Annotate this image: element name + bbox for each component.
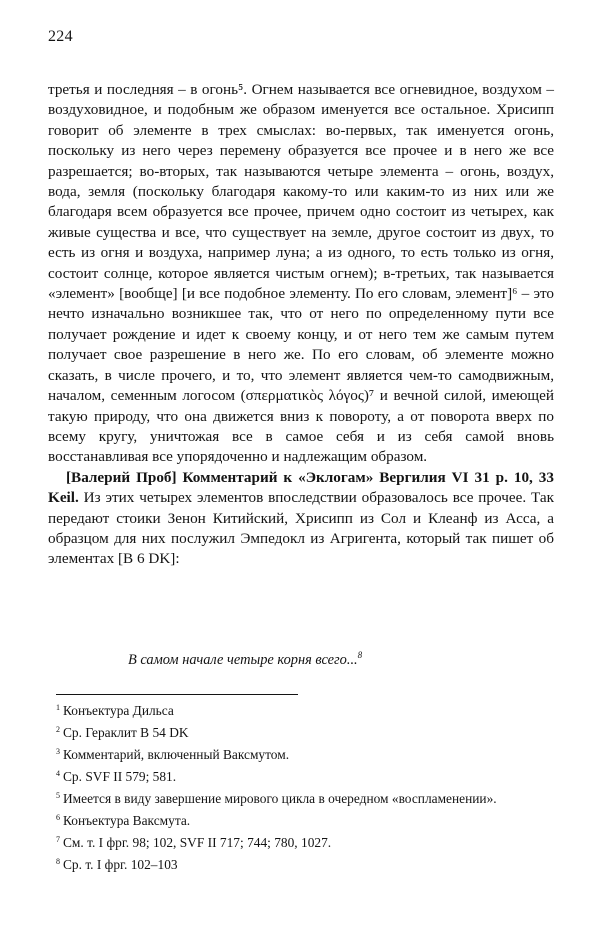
- footnote-mark: 5: [56, 790, 60, 800]
- footnote-text: Комментарий, включенный Ваксмутом.: [63, 747, 290, 762]
- footnote-ref: 8: [357, 650, 363, 661]
- footnotes: [56, 702, 554, 878]
- footnote: [56, 834, 554, 852]
- footnote-divider: [56, 694, 298, 695]
- footnote-text: См. т. I фрг. 98; 102, SVF II 717; 744; 780, 1027.: [63, 835, 332, 850]
- footnote-mark: 6: [56, 812, 60, 822]
- footnote: [56, 790, 554, 808]
- page-number: 224: [48, 28, 73, 45]
- footnote-text: Ср. Гераклит B 54 DK: [63, 725, 189, 740]
- paragraph-probus: [48, 468, 554, 570]
- footnote-mark: 4: [56, 768, 60, 778]
- footnote-text: Имеется в виду завершение мирового цикла в очередном «воспламенении».: [63, 791, 497, 806]
- footnote-text: Конъектура Дильса: [63, 703, 174, 718]
- footnote: [56, 724, 554, 742]
- footnote: [56, 812, 554, 830]
- footnote-text: Ср. т. I фрг. 102–103: [63, 857, 178, 872]
- verse-quote: [128, 652, 362, 669]
- paragraph-probus-text: Из этих четырех элементов впоследствии образовалось все прочее. Так передают стоики Зенон Китийский, Хрисипп из Сол и Клеанф из Асса, а образцом для них послужил Эмпедокл из Агригента, который так пишет об элементах [B 6 DK]:: [48, 489, 554, 568]
- footnote: [56, 856, 554, 874]
- footnote-mark: 2: [56, 724, 60, 734]
- footnote-text: Ср. SVF II 579; 581.: [63, 769, 177, 784]
- paragraph-elements: третья и последняя – в огонь⁵. Огнем называется все огневидное, воздухом – воздуховидное, и подобным же образом именуется все остальное. Хрисипп говорит об элементе в трех смыслах: во-первых, так именуется огонь, поскольку из него через перемену образуется все прочее и в него же все разрешается; во-вторых, так называются четыре элемента – огонь, воздух, вода, земля (поскольку благодаря какому-то или каким-то из них или же благодаря всем образуется все прочее, причем одно состоит из четырех, как живые существа и все, что существует на земле, другое состоит из двух, то есть из огня и воздуха, например луна; а из одного, то есть только из огня, состоит солнце, которое является чистым огнем); в-третьих, так называется «элемент» [вообще] [и все подобное элементу. По его словам, элемент]⁶ – это нечто изначально возникшее так, что от него по определенному пути все получает рождение и идет к своему концу, и от него тем же самым путем получает свое разрешение в него же. По его словам, об элементе можно сказать, в числе прочего, и то, что элемент является чем-то самодвижным, началом, семенным логосом (σπερματικὸς λόγος)⁷ и вечной силой, имеющей такую природу, что она движется вниз к повороту, а от поворота вверх по всему кругу, уничтожая все в самое себя и из себя самой вновь восстанавливая все упорядоченно и надлежащим образом.: [48, 81, 554, 466]
- footnote: [56, 768, 554, 786]
- footnote-mark: 7: [56, 834, 60, 844]
- verse-quote-text: В самом начале четыре корня всего...: [128, 652, 358, 668]
- source-heading: [Валерий Проб] Комментарий к «Эклогам» Вергилия VI 31 p. 10, 33 Keil.: [48, 468, 554, 507]
- footnote: [56, 746, 554, 764]
- footnote-text: Конъектура Ваксмута.: [63, 813, 191, 828]
- main-text: [48, 80, 554, 570]
- footnote-mark: 8: [56, 856, 60, 866]
- footnote-mark: 1: [56, 702, 60, 712]
- footnote: [56, 702, 554, 720]
- footnote-mark: 3: [56, 746, 60, 756]
